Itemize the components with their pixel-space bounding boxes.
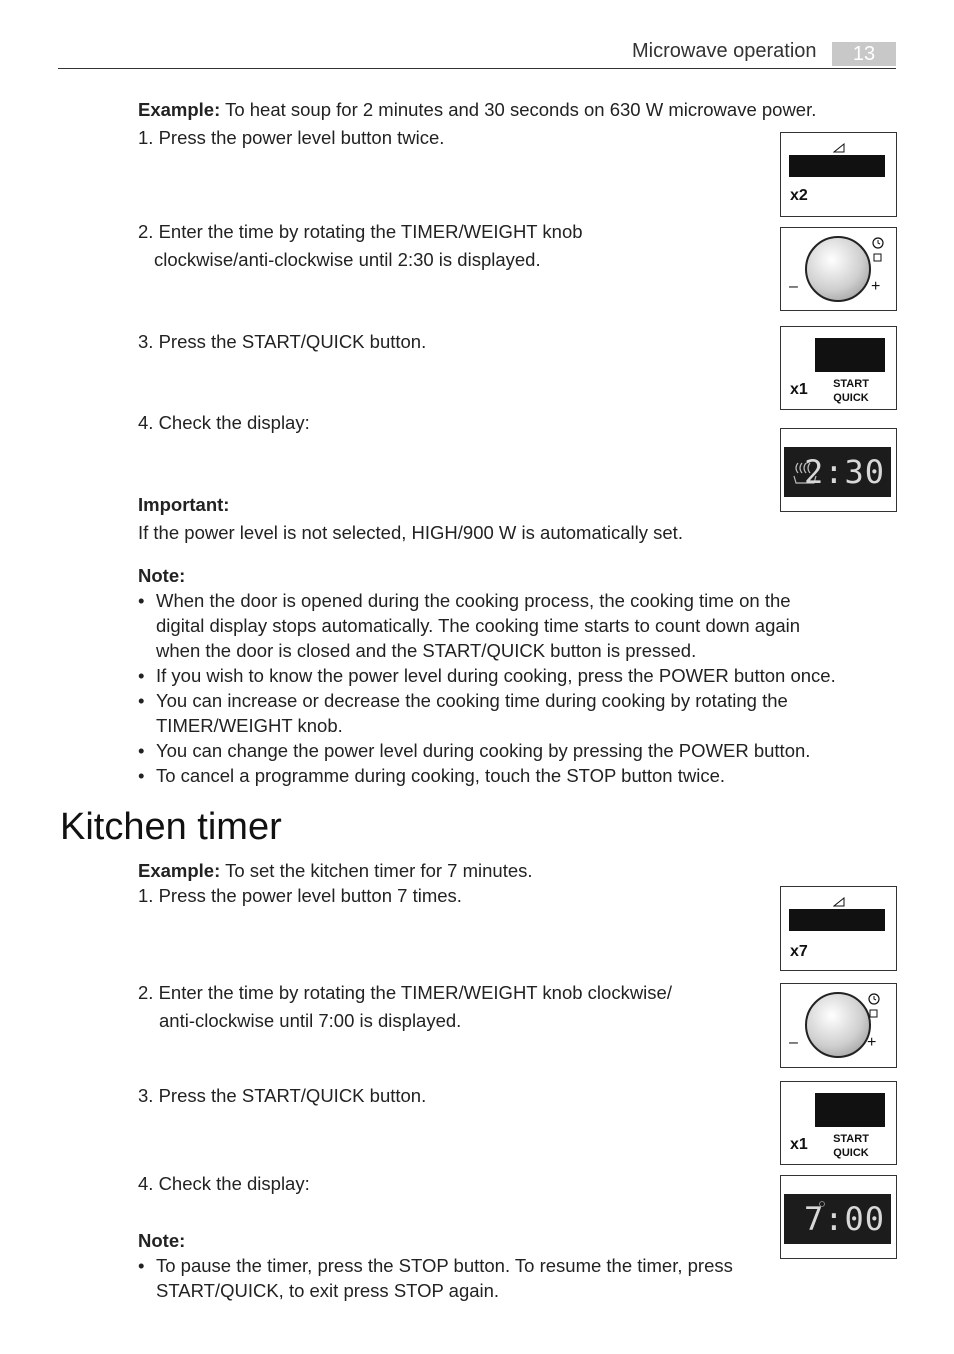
note-label: Note: xyxy=(138,565,186,586)
knob-figure xyxy=(780,227,897,311)
example-label: Example: xyxy=(138,99,221,120)
power-button-figure xyxy=(780,132,897,217)
soup-step-3: 3. Press the START/QUICK button. xyxy=(138,331,427,352)
minus-icon: – xyxy=(789,1034,798,1051)
example-text: To heat soup for 2 minutes and 30 seconds on 630 W microwave power. xyxy=(220,99,817,120)
quick-label: QUICK xyxy=(833,392,869,404)
start-quick-button xyxy=(815,1093,885,1127)
knob-figure xyxy=(780,983,897,1068)
start-label: START xyxy=(833,1133,869,1145)
quick-label: QUICK xyxy=(833,1147,869,1159)
plus-icon: + xyxy=(867,1034,877,1051)
clock-weight-icon xyxy=(867,993,881,1019)
display-time: 2:30 xyxy=(803,453,885,491)
press-count: x7 xyxy=(790,943,808,960)
soup-example xyxy=(138,97,816,122)
power-level-icon xyxy=(833,143,845,153)
note-label: Note: xyxy=(138,1230,186,1251)
press-count: x2 xyxy=(790,187,808,204)
power-button xyxy=(789,909,885,931)
start-quick-button xyxy=(815,338,885,372)
section-title: Microwave operation xyxy=(632,40,817,62)
press-count: x1 xyxy=(790,381,808,398)
timer-step-1: 1. Press the power level button 7 times. xyxy=(138,885,462,906)
timer-weight-knob xyxy=(805,992,871,1058)
timer-step-2: 2. Enter the time by rotating the TIMER/WEIGHT knob clockwise/ xyxy=(138,982,672,1003)
lcd-display xyxy=(784,1194,891,1244)
display-figure xyxy=(780,428,897,512)
plus-icon: + xyxy=(871,278,881,295)
section-heading: Kitchen timer xyxy=(60,806,282,848)
soup-step-2-cont: clockwise/anti-clockwise until 2:30 is displayed. xyxy=(154,249,541,270)
soup-step-2: 2. Enter the time by rotating the TIMER/WEIGHT knob xyxy=(138,221,583,242)
timer-step-2-cont: anti-clockwise until 7:00 is displayed. xyxy=(159,1010,462,1031)
clock-weight-icon xyxy=(871,237,885,263)
display-figure xyxy=(780,1175,897,1259)
power-button-figure xyxy=(780,886,897,971)
start-button-figure xyxy=(780,1081,897,1165)
press-count: x1 xyxy=(790,1136,808,1153)
timer-step-4: 4. Check the display: xyxy=(138,1173,310,1194)
soup-step-4: 4. Check the display: xyxy=(138,412,310,433)
power-level-icon xyxy=(833,897,845,907)
power-button xyxy=(789,155,885,177)
soup-step-1: 1. Press the power level button twice. xyxy=(138,127,445,148)
start-button-figure xyxy=(780,326,897,410)
timer-example xyxy=(138,858,533,883)
timer-step-3: 3. Press the START/QUICK button. xyxy=(138,1085,427,1106)
start-label: START xyxy=(833,378,869,390)
lcd-display xyxy=(784,447,891,497)
important-text: If the power level is not selected, HIGH/900 W is automatically set. xyxy=(138,522,683,543)
page-number: 13 xyxy=(832,42,896,66)
example-label: Example: xyxy=(138,860,221,881)
example-text: To set the kitchen timer for 7 minutes. xyxy=(220,860,533,881)
important-label: Important: xyxy=(138,494,230,515)
minus-icon: – xyxy=(789,278,798,295)
display-time: 7:00 xyxy=(803,1200,885,1238)
timer-weight-knob xyxy=(805,236,871,302)
header-rule xyxy=(58,68,896,69)
